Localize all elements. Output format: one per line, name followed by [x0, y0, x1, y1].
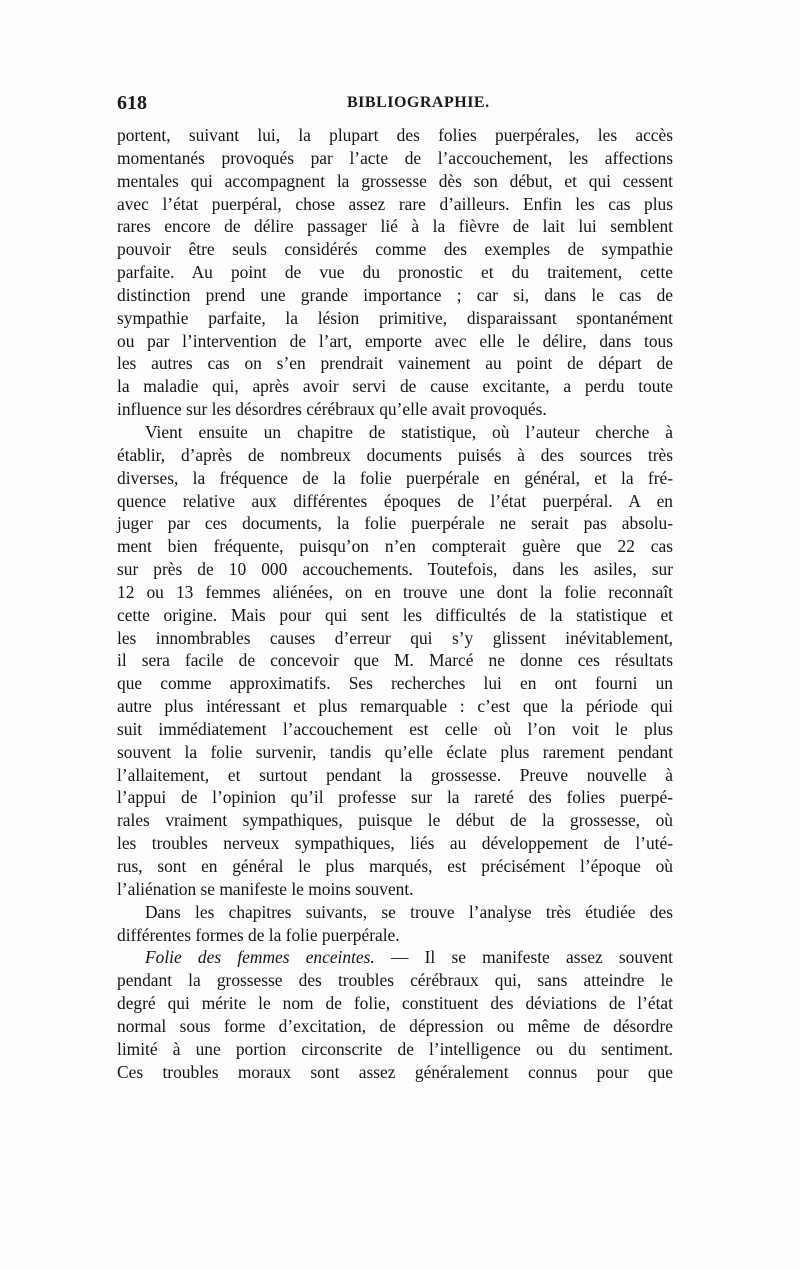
- text-line: les autres cas on s’en prendrait vainement au point de départ de: [117, 353, 673, 374]
- text-line: rus, sont en général le plus marqués, est précisément l’époque où: [117, 856, 673, 876]
- text-line: parfaite. Au point de vue du pronostic et du traitement, cette: [117, 262, 673, 283]
- text-line: sur près de 10 000 accouchements. Toutefois, dans les asiles, sur: [117, 559, 673, 580]
- text-line: que comme approximatifs. Ses recherches lui en ont fourni un: [117, 673, 673, 694]
- text-line: 12 ou 13 femmes aliénées, on en trouve une dont la folie reconnaît: [117, 581, 673, 602]
- text-line: pendant la grossesse des troubles cérébraux qui, sans atteindre le: [117, 970, 673, 991]
- text-line: avec l’état puerpéral, chose assez rare d’ailleurs. Enfin les cas plus: [117, 193, 673, 214]
- text-line: ment bien fréquente, puisqu’on n’en compterait guère que 22 cas: [117, 536, 673, 557]
- text-line: l’allaitement, et surtout pendant la grossesse. Preuve nouvelle à: [117, 764, 673, 785]
- text-line: normal sous forme d’excitation, de dépression ou même de désordre: [117, 1015, 673, 1036]
- text-line: Vient ensuite un chapitre de statistique, où l’auteur cherche à: [145, 421, 673, 442]
- running-title: BIBLIOGRAPHIE.: [347, 94, 490, 111]
- text-line: l’appui de l’opinion qu’il professe sur la rareté des folies puerpé-: [117, 787, 673, 808]
- page-header: [117, 92, 677, 116]
- text-line: mentales qui accompagnent la grossesse dès son début, et qui cessent: [117, 170, 673, 191]
- paragraph: [117, 946, 673, 1083]
- text-line: juger par ces documents, la folie puerpérale ne serait pas absolu-: [117, 513, 673, 534]
- text-line: portent, suivant lui, la plupart des folies puerpérales, les accès: [117, 125, 673, 145]
- text-line: quence relative aux différentes époques de l’état puerpéral. A en: [117, 490, 673, 511]
- text-line-rest: — Il se manifeste assez souvent: [374, 947, 674, 968]
- text-line: influence sur les désordres cérébraux qu’elle avait provoqués.: [117, 399, 547, 420]
- section-heading: Folie des femmes enceintes.: [145, 947, 375, 968]
- text-line: Dans les chapitres suivants, se trouve l’analyse très étudiée des: [145, 901, 673, 922]
- text-line: Ces troubles moraux sont assez généralement connus pour que: [117, 1061, 673, 1082]
- text-line: l’aliénation se manifeste le moins souvent.: [117, 878, 414, 899]
- text-line: rares encore de délire passager lié à la fièvre de lait lui semblent: [117, 216, 673, 237]
- text-line: diverses, la fréquence de la folie puerpérale en général, et la fré-: [117, 467, 673, 488]
- text-line: limité à une portion circonscrite de l’intelligence ou du sentiment.: [117, 1038, 673, 1059]
- text-line: les innombrables causes d’erreur qui s’y glissent inévitablement,: [117, 627, 673, 648]
- text-line: les troubles nerveux sympathiques, liés au développement de l’uté-: [117, 833, 673, 854]
- text-line: [117, 946, 673, 969]
- text-line: rales vraiment sympathiques, puisque le début de la grossesse, où: [117, 810, 673, 831]
- text-line: pouvoir être seuls considérés comme des exemples de sympathie: [117, 239, 673, 260]
- text-line: degré qui mérite le nom de folie, constituent des déviations de l’état: [117, 993, 673, 1014]
- text-line: suit immédiatement l’accouchement est celle où l’on voit le plus: [117, 718, 673, 739]
- text-line: autre plus intéressant et plus remarquable : c’est que la période qui: [117, 696, 673, 717]
- text-line: établir, d’après de nombreux documents puisés à des sources très: [117, 444, 673, 465]
- text-line: ou par l’intervention de l’art, emporte avec elle le délire, dans tous: [117, 330, 673, 351]
- page-number: 618: [117, 92, 147, 114]
- text-line: la maladie qui, après avoir servi de cause excitante, a perdu toute: [117, 376, 673, 397]
- paragraph: [117, 124, 673, 421]
- text-line: différentes formes de la folie puerpérale.: [117, 924, 400, 945]
- paragraph: [117, 421, 673, 901]
- paragraph: [117, 901, 673, 947]
- body-text: [117, 124, 673, 1083]
- text-line: momentanés provoqués par l’acte de l’accouchement, les affections: [117, 147, 673, 168]
- text-line: souvent la folie survenir, tandis qu’elle éclate plus rarement pendant: [117, 741, 673, 762]
- text-line: distinction prend une grande importance ; car si, dans le cas de: [117, 284, 673, 305]
- text-line: il sera facile de concevoir que M. Marcé ne donne ces résultats: [117, 650, 673, 671]
- text-line: sympathie parfaite, la lésion primitive, disparaissant spontanément: [117, 307, 673, 328]
- text-line: cette origine. Mais pour qui sent les difficultés de la statistique et: [117, 604, 673, 625]
